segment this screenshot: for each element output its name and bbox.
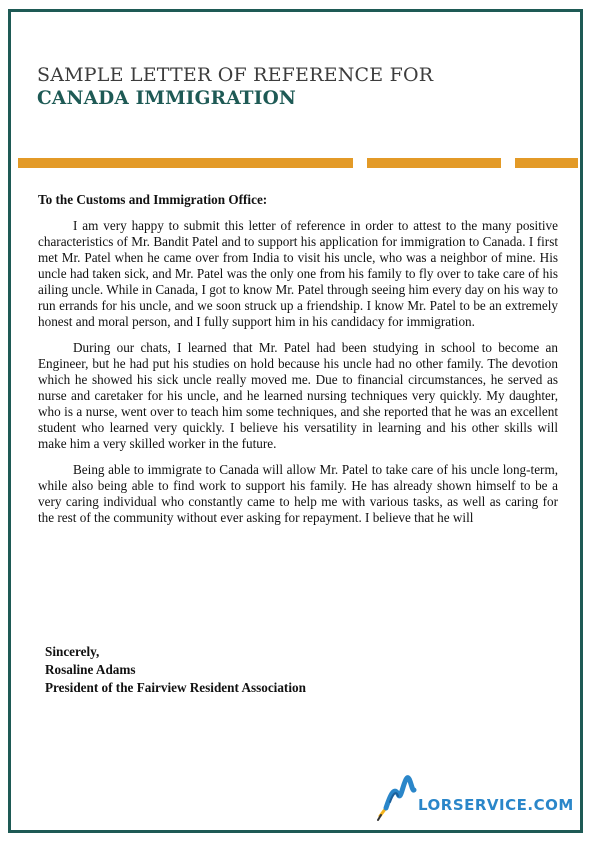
signature-block (45, 643, 306, 697)
paragraph-1: I am very happy to submit this letter of reference in order to attest to the many positive characteristics of Mr. Bandit Patel and to support his application for immigration to Canada. I first met Mr. Patel when he came over from India to visit his uncle, who was a neighbor of mine. His uncle had taken sick, and Mr. Patel was the only one from his family to fly over to take care of his ailing uncle. While in Canada, I got to know Mr. Patel through seeing him every day on his way to run errands for his uncle, and we soon struck up a friendship. I know Mr. Patel to be an extremely honest and moral person, and I fully support him in his candidacy for immigration. (38, 218, 558, 329)
paragraph-3: Being able to immigrate to Canada will allow Mr. Patel to take care of his uncle long-term, while also being able to find work to support his family. He has already shown himself to be a very caring individual who constantly came to help me with various tasks, as well as caring for the rest of the community without ever asking for repayment. I believe that he will (38, 462, 558, 525)
closing: Sincerely, (45, 644, 100, 659)
logo-text: LORSERVICE.COM (418, 796, 574, 814)
paragraph-2: During our chats, I learned that Mr. Patel had been studying in school to become an Engineer, but he had put his studies on hold because his uncle had no other family. The devotion which he showed his sick uncle really moved me. Due to financial circumstances, he served as nurse and caretaker for his uncle, and he learned nursing techniques very quickly. My daughter, who is a nurse, went over to teach him some techniques, and she reported that he was an excellent student who learned very quickly. I believe his versatility in learning and his other skills will make him a very skilled worker in the future. (38, 340, 558, 451)
title-line-1: SAMPLE LETTER OF REFERENCE FOR (37, 64, 434, 86)
signer-name: Rosaline Adams (45, 662, 136, 677)
title-line-2: CANADA IMMIGRATION (37, 88, 297, 109)
divider-bar-left (18, 158, 353, 168)
divider-bar-right (515, 158, 578, 168)
divider-bar-middle (367, 158, 501, 168)
lorservice-logo (376, 772, 574, 822)
salutation: To the Customs and Immigration Office: (38, 192, 268, 207)
pen-scribble-icon (376, 772, 420, 822)
letter-body (38, 192, 558, 526)
signer-title: President of the Fairview Resident Association (45, 680, 306, 695)
